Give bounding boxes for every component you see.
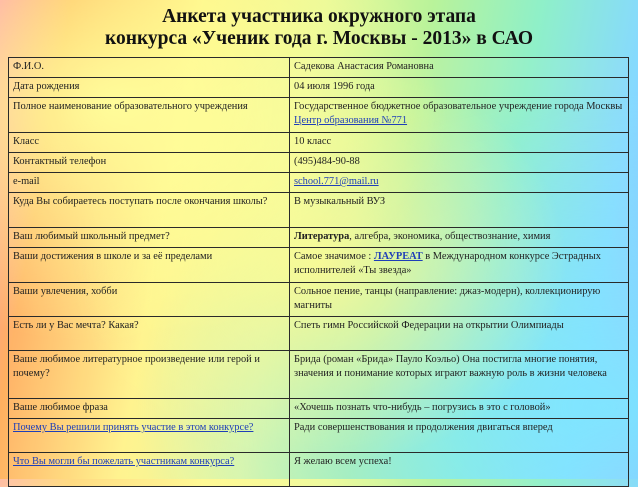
label-cell: Контактный телефон [9, 153, 290, 173]
label-cell: Куда Вы собираетесь поступать после окончания школы? [9, 193, 290, 228]
title-line-1: Анкета участника окружного этапа [162, 6, 476, 27]
value-cell: Ради совершенствования и продолжения двигаться вперед [290, 419, 629, 453]
table-row [9, 419, 629, 453]
label-cell: Ваши достижения в школе и за её пределами [9, 248, 290, 283]
label-cell: Есть ли у Вас мечта? Какая? [9, 317, 290, 351]
title-line-2: конкурса «Ученик года г. Москвы - 2013» в САО [105, 28, 533, 49]
table-row [9, 98, 629, 133]
school-name-text: Государственное бюджетное образовательное учреждение города Москвы [294, 101, 623, 112]
value-cell: Я желаю всем успеха! [290, 453, 629, 487]
label-cell: e-mail [9, 173, 290, 193]
achievement-prefix: Самое значимое : [294, 251, 374, 262]
page-title [0, 6, 638, 50]
table-row [9, 283, 629, 317]
value-cell: Спеть гимн Российской Федерации на открытии Олимпиады [290, 317, 629, 351]
favorite-subject-bold: Литература [294, 231, 350, 242]
table-row [9, 317, 629, 351]
achievement-suffix: в Международном конкурсе Эстрадных исполнителей «Ты звезда» [294, 251, 601, 276]
label-cell: Ваше любимое фраза [9, 399, 290, 419]
value-cell: Брида (роман «Брида» Пауло Коэльо) Она постигла многие понятия, значения и понимание которых играют важную роль в жизни человека [290, 351, 629, 399]
questionnaire-table [8, 57, 629, 487]
table-row [9, 228, 629, 248]
value-cell [290, 98, 629, 133]
label-cell: Класс [9, 133, 290, 153]
label-cell: Ф.И.О. [9, 58, 290, 78]
label-cell: Ваши увлечения, хобби [9, 283, 290, 317]
wish-question-link[interactable]: Что Вы могли бы пожелать участникам конкурса? [13, 456, 235, 467]
label-cell: Ваш любимый школьный предмет? [9, 228, 290, 248]
label-cell: Ваше любимое литературное произведение или герой и почему? [9, 351, 290, 399]
table-row [9, 399, 629, 419]
value-cell [290, 248, 629, 283]
table-row [9, 351, 629, 399]
label-cell [9, 419, 290, 453]
table-row [9, 453, 629, 487]
table-row [9, 248, 629, 283]
table-row [9, 153, 629, 173]
label-cell: Дата рождения [9, 78, 290, 98]
value-cell: В музыкальный ВУЗ [290, 193, 629, 228]
value-cell: 04 июля 1996 года [290, 78, 629, 98]
other-subjects: , алгебра, экономика, обществознание, химия [349, 231, 551, 242]
table-row [9, 193, 629, 228]
email-link[interactable]: school.771@mail.ru [294, 176, 379, 187]
value-cell: Садекова Анастасия Романовна [290, 58, 629, 78]
value-cell: Сольное пение, танцы (направление: джаз-модерн), коллекционирую магниты [290, 283, 629, 317]
value-cell [290, 173, 629, 193]
table-row [9, 78, 629, 98]
table-row [9, 58, 629, 78]
school-link[interactable]: Центр образования №771 [294, 114, 408, 126]
value-cell: (495)484-90-88 [290, 153, 629, 173]
label-cell [9, 453, 290, 487]
value-cell [290, 228, 629, 248]
laureate-link[interactable]: ЛАУРЕАТ [373, 251, 423, 262]
value-cell: «Хочешь познать что-нибудь – погрузись в это с головой» [290, 399, 629, 419]
label-cell: Полное наименование образовательного учреждения [9, 98, 290, 133]
why-question-link[interactable]: Почему Вы решили принять участие в этом конкурсе? [13, 422, 254, 433]
table-row [9, 133, 629, 153]
value-cell: 10 класс [290, 133, 629, 153]
table-row [9, 173, 629, 193]
